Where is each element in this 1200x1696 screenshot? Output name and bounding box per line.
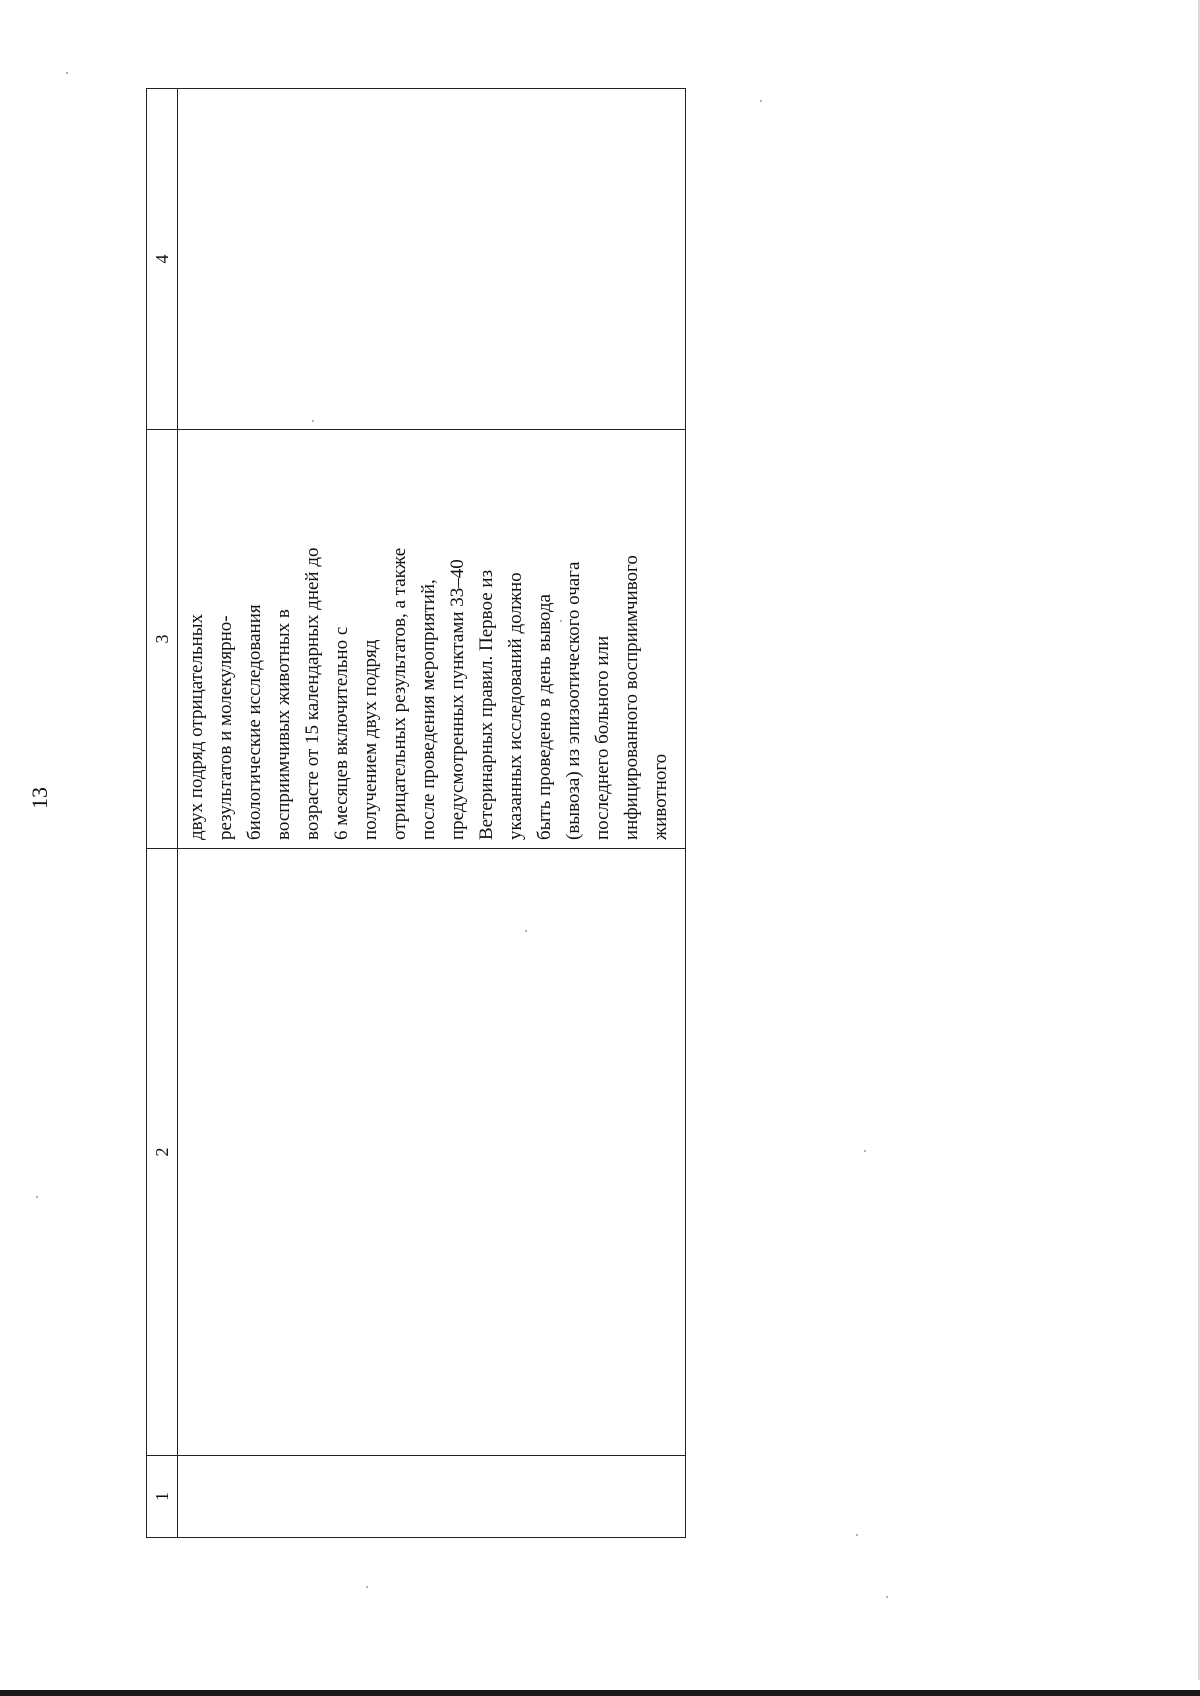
page-number: 13 [27, 787, 52, 809]
document-table [146, 88, 686, 1538]
scan-speck [864, 1150, 866, 1152]
scan-speck [886, 1596, 888, 1598]
column-header-2: 2 [147, 848, 178, 1455]
scan-speck [760, 100, 762, 102]
table-container [146, 88, 686, 1538]
column-header-3: 3 [147, 429, 178, 848]
cell-text-requirements: двух подряд отрицательных результатов и молекулярно- биологические исследования восприимчивых животных в возрасте от 15 календарных дней до 6 месяцев включительно с получением двух подряд отрицательных результатов, а также после проведения мероприятий, предусмотренных пунктами 33–40 Ветеринарных правил. Первое из указанных исследований должно быть проведено в день вывода (вывоза) из эпизоотического очага последнего больного или инфицированного восприимчивого животного [186, 547, 671, 840]
table-cell-col4 [178, 89, 685, 429]
scan-speck [366, 1586, 368, 1588]
table-cell-col3 [178, 429, 685, 848]
column-header-1: 1 [147, 1455, 178, 1537]
table-cell-col1 [178, 1455, 685, 1537]
table-cell-col2 [178, 848, 685, 1455]
scan-border [0, 1690, 1200, 1696]
scan-speck [66, 72, 68, 74]
scan-speck [856, 1534, 858, 1536]
scan-speck [36, 1196, 38, 1198]
column-header-4: 4 [147, 89, 178, 429]
